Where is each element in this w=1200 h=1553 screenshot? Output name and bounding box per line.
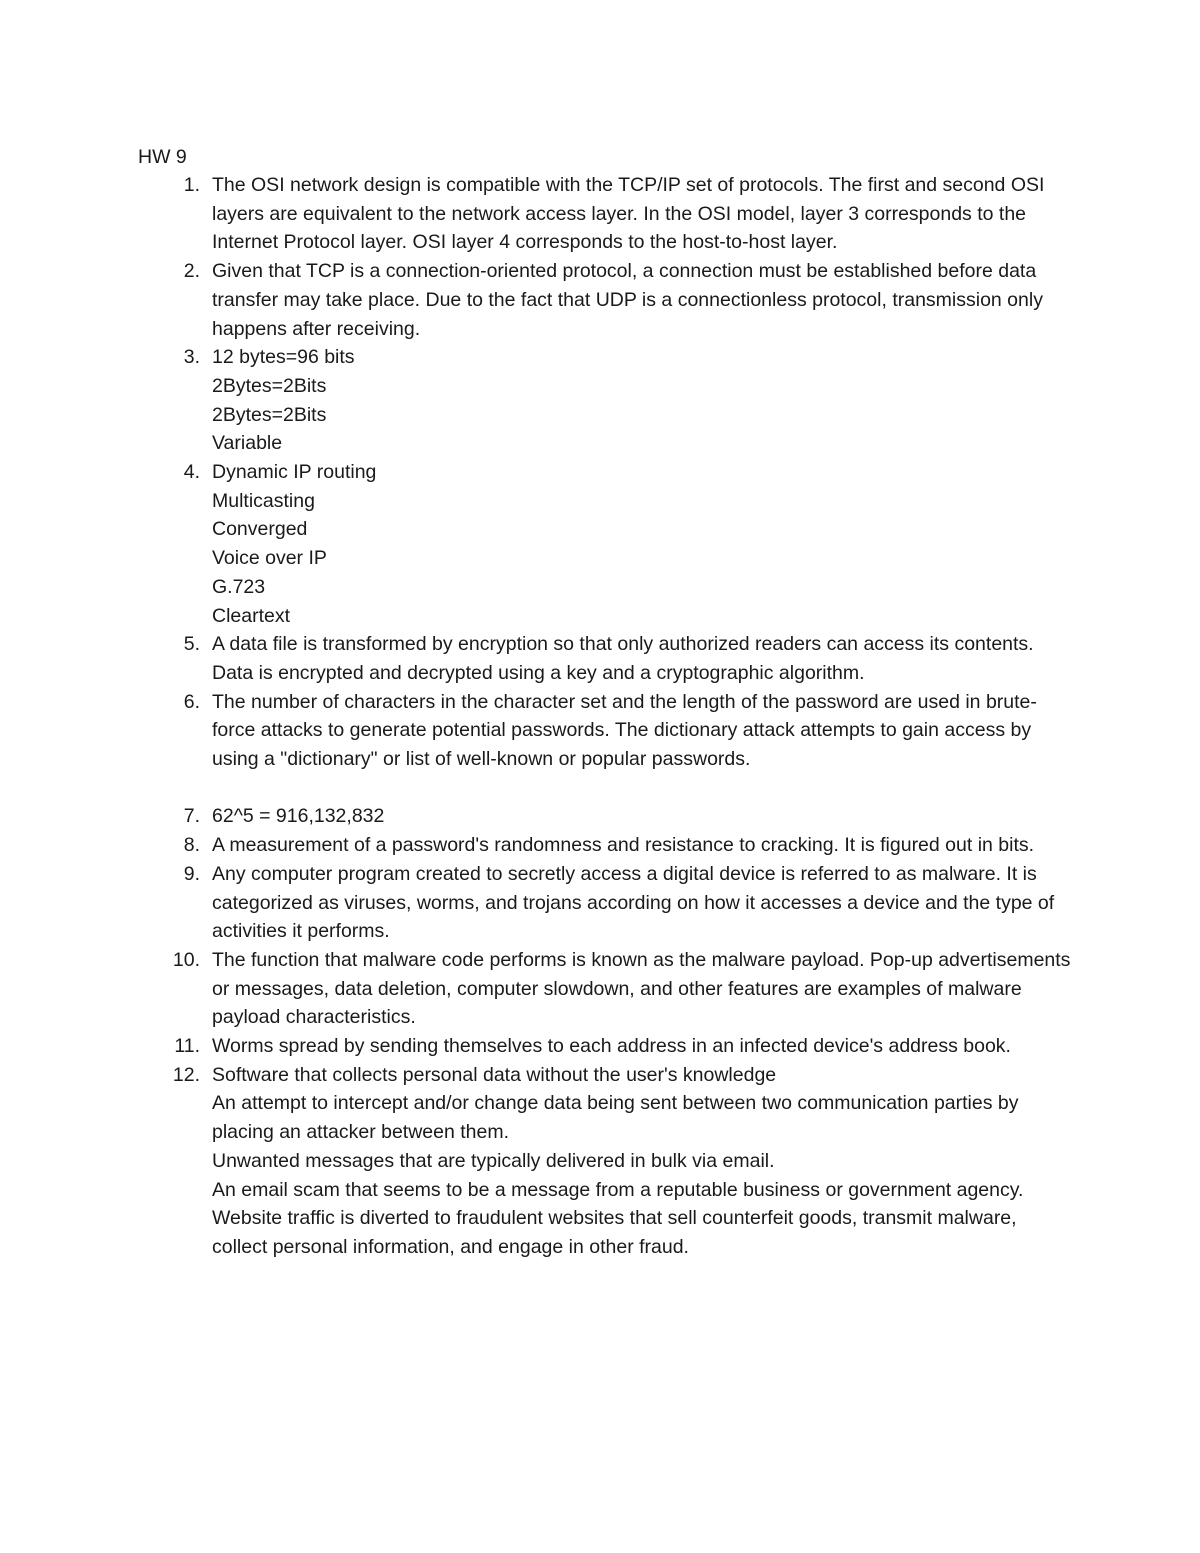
item-text: 12 bytes=96 bits [212,346,355,369]
list-item [0,688,1072,774]
item-text: Website traffic is diverted to fraudulent websites that sell counterfeit goods, transmit malware, collect personal information, and engage in other fraud. [212,1207,1017,1258]
item-number: 11. [174,1035,200,1058]
item-text: Cleartext [212,604,291,627]
item-text: 62^5 = 916,132,832 [212,805,385,828]
item-number: 12. [172,1063,200,1086]
item-text: Software that collects personal data without the user's knowledge [212,1063,777,1086]
item-number: 1. [183,174,200,196]
list-item [0,1032,1072,1061]
item-number: 3. [183,346,200,369]
item-text: An attempt to intercept and/or change data being sent between two communication parties by placing an attacker between them. [212,1092,1019,1144]
item-number: 8. [183,834,200,857]
list-item [0,630,1072,687]
item-text: Dynamic IP routing [212,461,377,484]
list-item [0,171,1072,257]
list-item [0,860,1072,946]
item-text: Voice over IP [212,547,327,570]
item-text: An email scam that seems to be a message from a reputable business or government agency. [212,1178,1024,1201]
item-text: A measurement of a password's randomness and resistance to cracking. It is figured out in bits. [212,834,1035,857]
list-item [0,458,1072,630]
list-item [0,802,1072,831]
answer-list [0,171,1200,1262]
item-number: 7. [183,805,200,828]
item-number: 5. [183,633,200,656]
document-title: HW 9 [138,146,187,168]
item-text: Unwanted messages that are typically delivered in bulk via email. [212,1149,775,1172]
item-number: 10. [172,948,200,971]
item-text: 2Bytes=2Bits [212,374,327,397]
item-text: G.723 [212,575,266,598]
item-number: 4. [183,461,200,484]
list-item [0,946,1072,1032]
item-text: The number of characters in the character set and the length of the password are used in brute-force attacks to generate potential passwords. The dictionary attack attempts to gain access by using a "dictionary" or list of well-known or popular passwords. [212,690,1037,771]
item-text: Given that TCP is a connection-oriented protocol, a connection must be established before data transfer may take place. Due to the fact that UDP is a connectionless protocol, transmission only happens after receiving. [212,260,1043,340]
list-item [0,343,1072,458]
item-text: Variable [212,432,283,455]
list-item [0,257,1072,343]
item-number: 2. [183,260,200,283]
list-item [0,831,1072,860]
item-text: The OSI network design is compatible with the TCP/IP set of protocols. The first and second OSI layers are equivalent to the network access layer. In the OSI model, layer 3 corresponds to the Internet Protocol layer. OSI layer 4 corresponds to the host-to-host layer. [212,174,1045,254]
item-text: Worms spread by sending themselves to each address in an infected device's address book. [212,1035,1011,1058]
item-text: Any computer program created to secretly access a digital device is referred to as malware. It is categorized as viruses, worms, and trojans according on how it accesses a device and the type of activities it performs. [212,862,1055,943]
item-text: A data file is transformed by encryption so that only authorized readers can access its contents. Data is encrypted and decrypted using a key and a cryptographic algorithm. [212,633,1034,684]
item-text: Converged [212,518,308,541]
list-item [0,1061,1072,1262]
item-text: Multicasting [212,489,315,512]
item-text: The function that malware code performs is known as the malware payload. Pop-up advertisements or messages, data deletion, computer slowdown, and other features are examples of malware payload characteristics. [212,948,1071,1029]
item-text: 2Bytes=2Bits [212,403,327,426]
item-number: 6. [183,690,200,713]
item-number: 9. [183,862,200,885]
